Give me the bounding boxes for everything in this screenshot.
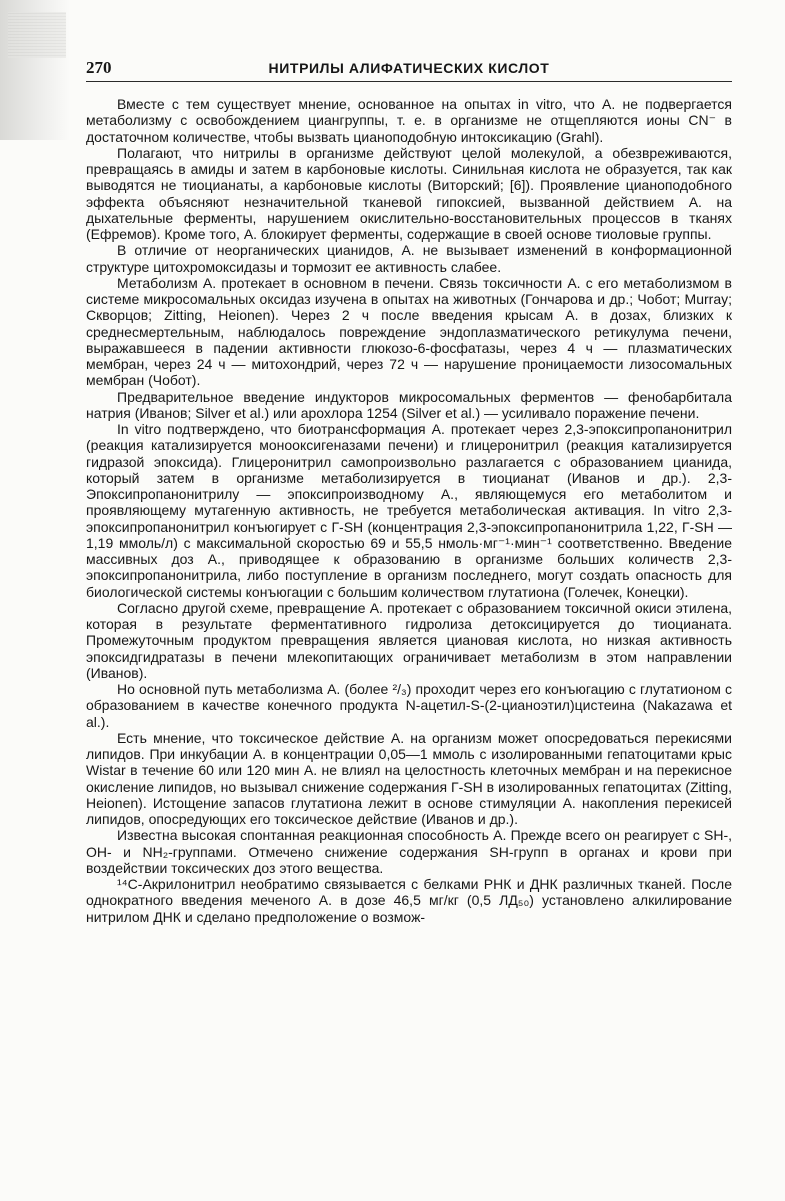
paragraph-10: Известна высокая спонтанная реакционная способность А. Прежде всего он реагирует с SH-, OH- и NH₂-группами. Отмечено снижение содержания SH-групп в органах и крови при воздействии токсических доз этого вещества. <box>86 827 732 876</box>
paragraph-8: Но основной путь метаболизма А. (более ²/₃) проходит через его конъюгацию с глутатионом с образованием в качестве конечного продукта N-ацетил-S-(2-цианоэтил)цистеина (Nakazawa et al.). <box>86 681 732 730</box>
scan-edge-shading <box>0 0 70 140</box>
paragraph-6: In vitro подтверждено, что биотрансформация А. протекает через 2,3-эпоксипропанонитрил (реакция катализируется монооксигеназами печени) и глицеронитрил (реакция катализируется гидразой эпоксида). Глицеронитрил самопроизвольно разлагается с образованием цианида, который затем в организме метаболизируется в тиоцианат (Иванов и др.). 2,3-Эпоксипропанонитрилу — эпоксипроизводному А., являющемуся его метаболитом и проявляющему мутагенную активность, не требуется метаболическая активация. In vitro 2,3-эпоксипропанонитрил конъюгирует с Г-SH (концентрация 2,3-эпоксипропанонитрила 1,22, Г-SH — 1,19 ммоль/л) с максимальной скоростью 69 и 55,5 нмоль·мг⁻¹·мин⁻¹ соответственно. Введение массивных доз А., приводящее к образованию в организме больших количеств 2,3-эпоксипропанонитрила, либо поступление в организм последнего, могут создать опасность для биологической системы конъюгации с большим количеством глутатиона (Голечек, Конецки). <box>86 421 732 600</box>
scan-artifact <box>8 12 66 58</box>
page-number: 270 <box>86 58 112 77</box>
paragraph-9: Есть мнение, что токсическое действие А. на организм может опосредоваться перекисями липидов. При инкубации А. в концентрации 0,05—1 ммоль с изолированными гепатоцитами крыс Wistar в течение 60 или 120 мин А. не влиял на целостность клеточных мембран и на перекисное окисление липидов, но вызывал снижение содержания Г-SH в изолированных гепатоцитах (Zitting, Heionen). Истощение запасов глутатиона лежит в основе стимуляции А. накопления перекисей липидов, опосредующих его токсическое действие (Иванов и др.). <box>86 729 732 827</box>
paragraph-11: ¹⁴С-Акрилонитрил необратимо связывается с белками РНК и ДНК различных тканей. После однократного введения меченого А. в дозе 46,5 мг/кг (0,5 ЛД₅₀) установлено алкилирование нитрилом ДНК и сделано предположение о возмож- <box>86 876 732 925</box>
paragraph-7: Согласно другой схеме, превращение А. протекает с образованием токсичной окиси этилена, которая в результате ферментативного гидролиза детоксицируется до тиоцианата. Промежуточным продуктом превращения является циановая кислота, но низкая активность эпоксидгидратазы в печени млекопитающих ограничивает метаболизм в этом направлении (Иванов). <box>86 599 732 681</box>
paragraph-4: Метаболизм А. протекает в основном в печени. Связь токсичности А. с его метаболизмом в системе микросомальных оксидаз изучена в опытах на животных (Гончарова и др.; Чобот; Murray; Скворцов; Zitting, Heionen). Через 2 ч после введения крысам А. в дозах, близких к среднесмертельным, наблюдалось повреждение эндоплазматического ретикулума печени, выражавшееся в падении активности глюкозо-6-фосфатазы, через 4 ч — плазматических мембран, через 24 ч — митохондрий, через 72 ч — нарушение проницаемости лизосомальных мембран (Чобот). <box>86 274 732 389</box>
paragraph-3: В отличие от неорганических цианидов, А. не вызывает изменений в конформационной структуре цитохромоксидазы и тормозит ее активность слабее. <box>86 242 732 275</box>
running-title: НИТРИЛЫ АЛИФАТИЧЕСКИХ КИСЛОТ <box>268 60 550 76</box>
page-header <box>86 50 732 82</box>
paragraph-1: Вместе с тем существует мнение, основанное на опытах in vitro, что А. не подвергается метаболизму с освобождением циангруппы, т. е. в организме не отщепляются ионы CN⁻ в достаточном количестве, чтобы вызвать цианоподобную интоксикацию (Grahl). <box>86 96 732 145</box>
body-text <box>86 96 732 925</box>
paragraph-2: Полагают, что нитрилы в организме действуют целой молекулой, а обезвреживаются, превращаясь в амиды и затем в карбоновые кислоты. Синильная кислота не образуется, так как выводятся не тиоцианаты, а карбоновые кислоты (Виторский; [6]). Проявление цианоподобного эффекта объясняют незначительной тканевой гипоксией, вызванной действием А. на дыхательные ферменты, нарушением окислительно-восстановительных процессов в тканях (Ефремов). Кроме того, А. блокирует ферменты, содержащие в своей основе тиоловые группы. <box>86 144 732 242</box>
header-rule <box>86 81 732 82</box>
paragraph-5: Предварительное введение индукторов микросомальных ферментов — фенобарбитала натрия (Иванов; Silver et al.) или арохлора 1254 (Silver et al.) — усиливало поражение печени. <box>86 388 732 421</box>
